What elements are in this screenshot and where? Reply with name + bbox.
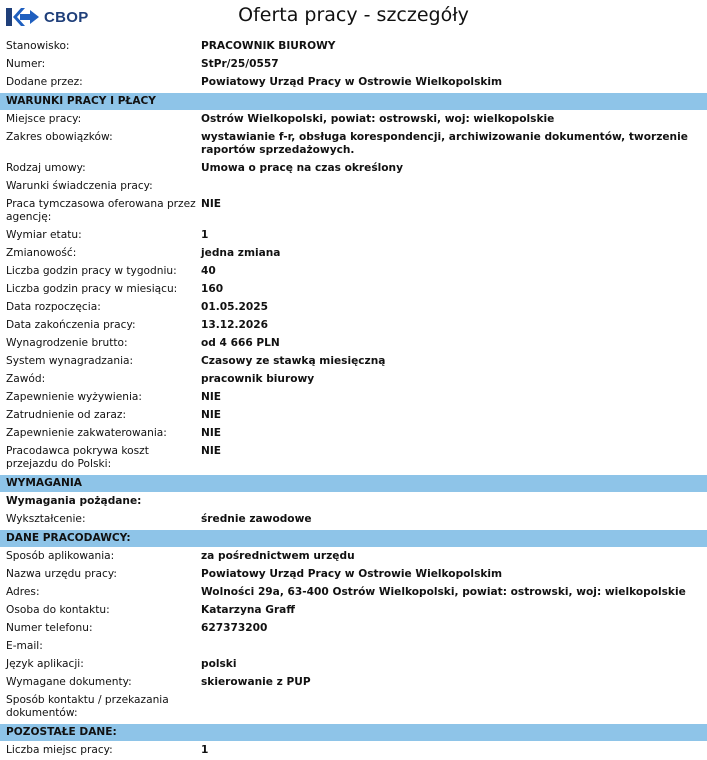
row-label: Zatrudnienie od zaraz:	[6, 409, 127, 421]
row-label: Liczba miejsc pracy:	[6, 744, 113, 756]
row-value: od 4 666 PLN	[201, 337, 280, 349]
detail-row-wynagrodzenie	[0, 335, 707, 353]
row-value: NIE	[201, 445, 222, 457]
row-value: Ostrów Wielkopolski, powiat: ostrowski, woj: wielkopolskie	[201, 113, 555, 125]
row-value: 160	[201, 283, 224, 295]
detail-row-dodane-przez	[0, 74, 707, 92]
row-label: E-mail:	[6, 640, 43, 652]
detail-row-sposob-kontaktu	[0, 692, 707, 723]
row-label: Dodane przez:	[6, 76, 83, 88]
row-value: 1	[201, 229, 209, 241]
detail-row-stanowisko	[0, 38, 707, 56]
row-value: średnie zawodowe	[201, 513, 312, 525]
row-label: Pracodawca pokrywa koszt przejazdu do Polski:	[6, 445, 149, 470]
row-value: Powiatowy Urząd Pracy w Ostrowie Wielkopolskim	[201, 76, 503, 88]
detail-row-miejsce-pracy	[0, 111, 707, 129]
page-title: Oferta pracy - szczegóły	[238, 4, 469, 26]
row-label: System wynagradzania:	[6, 355, 134, 367]
detail-row-nazwa-urzedu	[0, 566, 707, 584]
row-label: Wymiar etatu:	[6, 229, 82, 241]
row-value: StPr/25/0557	[201, 58, 279, 70]
row-value: NIE	[201, 427, 222, 439]
detail-row-koszt-przejazdu	[0, 443, 707, 474]
row-label: Zawód:	[6, 373, 46, 385]
detail-row-sposob-aplikowania	[0, 548, 707, 566]
detail-row-zmianowosc	[0, 245, 707, 263]
row-value: NIE	[201, 198, 222, 210]
row-value: Czasowy ze stawką miesięczną	[201, 355, 386, 367]
row-label: Warunki świadczenia pracy:	[6, 180, 153, 192]
row-label: Data zakończenia pracy:	[6, 319, 136, 331]
detail-row-email	[0, 638, 707, 656]
row-label: Sposób aplikowania:	[6, 550, 115, 562]
detail-row-data-rozpoczecia	[0, 299, 707, 317]
detail-row-wymiar-etatu	[0, 227, 707, 245]
row-label: Rodzaj umowy:	[6, 162, 86, 174]
row-value: Powiatowy Urząd Pracy w Ostrowie Wielkopolskim	[201, 568, 503, 580]
detail-row-warunki-swiadczenia	[0, 178, 707, 196]
detail-row-zakres-obowiazkow	[0, 129, 707, 160]
detail-row-system-wynagradzania	[0, 353, 707, 371]
row-label: Miejsce pracy:	[6, 113, 82, 125]
row-label: Praca tymczasowa oferowana przez agencję:	[6, 198, 196, 223]
row-label: Data rozpoczęcia:	[6, 301, 101, 313]
row-label: Zakres obowiązków:	[6, 131, 113, 143]
logo-text: CBOP	[44, 8, 89, 26]
row-value: Katarzyna Graff	[201, 604, 295, 616]
detail-row-zakwaterowanie	[0, 425, 707, 443]
detail-row-od-zaraz	[0, 407, 707, 425]
row-value: wystawianie f-r, obsługa korespondencji, archiwizowanie dokumentów, tworzenie raportów sprzedażowych.	[201, 131, 688, 156]
row-value: jedna zmiana	[201, 247, 281, 259]
detail-row-godziny-tydzien	[0, 263, 707, 281]
section-header-pracodawca: DANE PRACODAWCY:	[0, 530, 707, 547]
offer-details	[0, 38, 707, 760]
row-value: polski	[201, 658, 237, 670]
row-value: 01.05.2025	[201, 301, 269, 313]
row-value[interactable]: 627373200	[201, 622, 268, 634]
row-value: NIE	[201, 391, 222, 403]
row-value: NIE	[201, 409, 222, 421]
row-value: PRACOWNIK BIUROWY	[201, 40, 336, 52]
row-value: 1	[201, 744, 209, 756]
row-label: Stanowisko:	[6, 40, 70, 52]
page-header	[0, 0, 707, 32]
detail-row-numer	[0, 56, 707, 74]
row-value: 13.12.2026	[201, 319, 269, 331]
detail-row-godziny-miesiac	[0, 281, 707, 299]
detail-row-zawod	[0, 371, 707, 389]
row-label: Zapewnienie zakwaterowania:	[6, 427, 167, 439]
row-value: Wolności 29a, 63-400 Ostrów Wielkopolski, powiat: ostrowski, woj: wielkopolskie	[201, 586, 686, 598]
row-label: Wynagrodzenie brutto:	[6, 337, 128, 349]
detail-row-data-zakonczenia	[0, 317, 707, 335]
detail-row-wyksztalcenie	[0, 511, 707, 529]
row-label: Numer:	[6, 58, 46, 70]
detail-row-wyzywienie	[0, 389, 707, 407]
row-label: Numer telefonu:	[6, 622, 93, 634]
subheading-wymagania-pozadane: Wymagania pożądane:	[6, 495, 142, 507]
section-header-pozostale: POZOSTAŁE DANE:	[0, 724, 707, 741]
row-label: Zmianowość:	[6, 247, 77, 259]
detail-row-praca-tymczasowa	[0, 196, 707, 227]
detail-row-telefon	[0, 620, 707, 638]
row-label: Osoba do kontaktu:	[6, 604, 110, 616]
row-label: Liczba godzin pracy w miesiącu:	[6, 283, 178, 295]
row-label: Nazwa urzędu pracy:	[6, 568, 117, 580]
detail-row-jezyk-aplikacji	[0, 656, 707, 674]
section-header-wymagania: WYMAGANIA	[0, 475, 707, 492]
row-label: Wykształcenie:	[6, 513, 86, 525]
row-value: 40	[201, 265, 216, 277]
detail-row-adres	[0, 584, 707, 602]
row-label: Zapewnienie wyżywienia:	[6, 391, 142, 403]
row-label: Liczba godzin pracy w tygodniu:	[6, 265, 177, 277]
row-value: za pośrednictwem urzędu	[201, 550, 355, 562]
detail-row-osoba-kontakt	[0, 602, 707, 620]
detail-row-liczba-miejsc	[0, 742, 707, 760]
row-label: Adres:	[6, 586, 40, 598]
section-header-warunki: WARUNKI PRACY I PŁACY	[0, 93, 707, 110]
row-label: Język aplikacji:	[6, 658, 84, 670]
row-label: Sposób kontaktu / przekazania dokumentów:	[6, 694, 169, 719]
row-label: Wymagane dokumenty:	[6, 676, 132, 688]
row-value: pracownik biurowy	[201, 373, 315, 385]
row-value: Umowa o pracę na czas określony	[201, 162, 403, 174]
detail-row-wymagane-dokumenty	[0, 674, 707, 692]
row-value: skierowanie z PUP	[201, 676, 311, 688]
detail-row-rodzaj-umowy	[0, 160, 707, 178]
